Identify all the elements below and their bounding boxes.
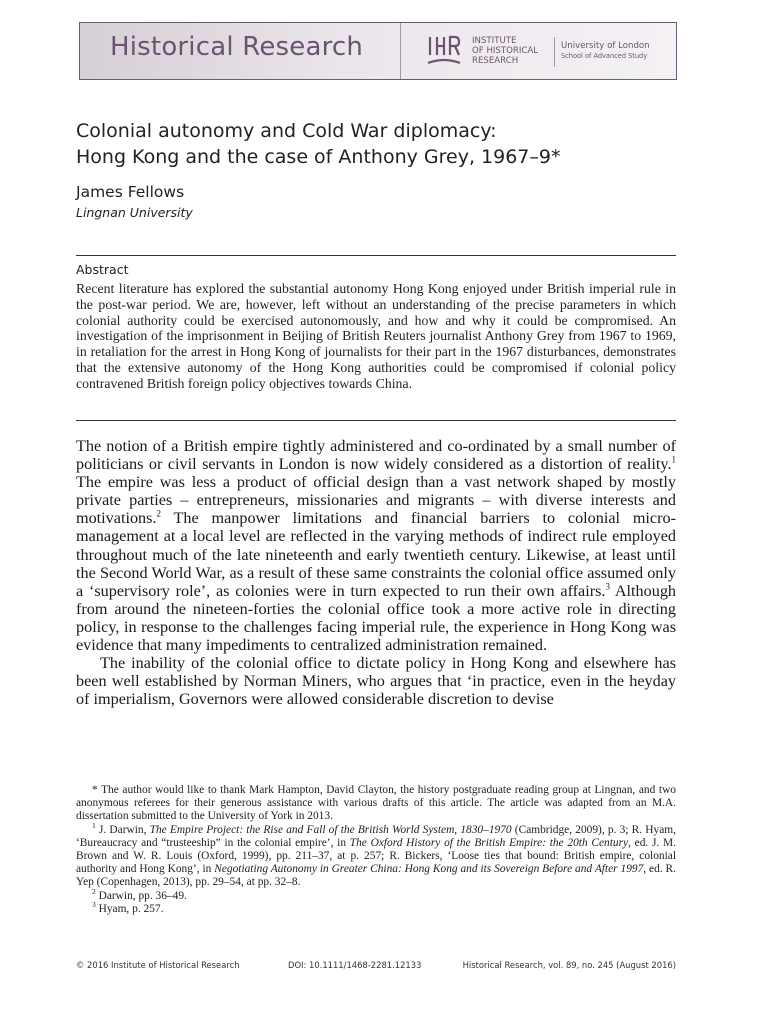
- footnote-2: [76, 886, 676, 903]
- footnote-text: , ed. J. M. Brown and W. R. Louis (Oxford, 1999), pp. 211–37, at p. 257; R. Bickers, ‘Loose ties that bound: British empire, colonial authority and Hong Kong’, in: [76, 836, 676, 876]
- footnote-text: Hyam, p. 257.: [95, 902, 164, 915]
- footnotes: [76, 784, 676, 916]
- body-text: Although from around the nineteen-forties the colonial office took a more active role in directing policy, in response to the challenges facing imperial rule, the experience in Hong Kong was evidence that many impediments to centralized administration remained.: [76, 581, 677, 655]
- university-divider: [554, 37, 555, 67]
- footnote-title: Negotiating Autonomy in Greater China: Hong Kong and its Sovereign Before and After 1997: [214, 863, 644, 876]
- footnote-text: , ed. R. Yep (Copenhagen, 2013), pp. 29–54, at pp. 32–8.: [76, 863, 676, 889]
- body-paragraph-2: The inability of the colonial office to dictate policy in Hong Kong and elsewhere has been well established by Norman Miners, who argues that ‘in practice, even in the heyday of imperialism, Governors were allowed considerable discretion to devise: [76, 654, 676, 709]
- body-text: The empire was less a product of official design than a vast network shaped by mostly private parties – entrepreneurs, missionaries and migrants – with diverse interests and motivations.: [76, 473, 676, 528]
- university-name: [561, 41, 677, 61]
- article-title-line-2: Hong Kong and the case of Anthony Grey, 1967–9*: [76, 146, 561, 168]
- body-text: The notion of a British empire tightly administered and co-ordinated by a small number of politicians or civil servants in London is now widely considered as a distortion of reality.: [76, 437, 676, 474]
- abstract-heading: Abstract: [76, 262, 129, 277]
- journal-banner: [79, 22, 677, 80]
- banner-divider: [400, 23, 401, 79]
- university-line-2: School of Advanced Study: [561, 52, 648, 60]
- article-title-line-1: Colonial autonomy and Cold War diplomacy:: [76, 120, 497, 142]
- footer-citation: Historical Research, vol. 89, no. 245 (August 2016): [462, 960, 676, 970]
- footnote-text: (Cambridge, 2009), p. 3; R. Hyam, ‘Bureaucracy and “trusteeship” in the colonial empire’, in: [76, 823, 676, 849]
- footnote-1: [76, 820, 676, 890]
- footnote-ref[interactable]: 1: [671, 454, 676, 465]
- institute-name: [472, 36, 552, 66]
- abstract-text: Recent literature has explored the substantial autonomy Hong Kong enjoyed under British imperial rule in the post-war period. We are, however, left without an understanding of the precise parameters in which colonial authority could be exercised autonomously, and how and why it could be compromised. An investigation of the imprisonment in Beijing of British Reuters journalist Anthony Grey from 1967 to 1969, in retaliation for the arrest in Hong Kong of journalists for their part in the 1967 disturbances, demonstrates that the extensive autonomy of the Hong Kong authorities could be compromised if colonial policy contravened British foreign policy objectives towards China.: [76, 281, 676, 391]
- footer-doi[interactable]: DOI: 10.1111/1468-2281.12133: [288, 960, 422, 970]
- ihr-logo-icon: [426, 33, 462, 69]
- institute-line-2: OF HISTORICAL: [472, 46, 539, 56]
- abstract-top-rule: [76, 255, 676, 256]
- body-paragraph-1: [76, 437, 676, 654]
- footnote-text: J. Darwin,: [95, 823, 150, 836]
- footnote-title: The Empire Project: the Rise and Fall of the British World System, 1830–1970: [149, 823, 512, 836]
- university-line-1: University of London: [561, 41, 650, 51]
- author-affiliation: Lingnan University: [76, 205, 193, 220]
- footnote-number: 2: [92, 886, 96, 896]
- institute-line-1: INSTITUTE: [472, 36, 517, 46]
- footnote-ref[interactable]: 3: [605, 581, 610, 592]
- page-footer: [76, 960, 676, 974]
- footnote-number: 3: [92, 900, 96, 910]
- author-name: James Fellows: [76, 183, 185, 201]
- body-text: The manpower limitations and financial barriers to colonial micro-management at a local level are reflected in the varying methods of indirect rule employed throughout much of the late nineteenth and early twentieth century. Likewise, at least until the Second World War, as a result of these same constraints the colonial office assumed only a ‘supervisory role’, as colonies were in turn expected to run their own affairs.: [76, 509, 676, 600]
- institute-line-3: RESEARCH: [472, 56, 519, 66]
- footnote-3: [76, 900, 676, 916]
- abstract-bottom-rule: [76, 420, 676, 421]
- footnote-star: * The author would like to thank Mark Hampton, David Clayton, the history postgraduate reading group at Lingnan, and two anonymous referees for their generous assistance with various drafts of this article. The article was adapted from an M.A. dissertation submitted to the University of York in 2013.: [76, 784, 676, 823]
- footnote-ref[interactable]: 2: [156, 508, 161, 519]
- article-body: [76, 437, 676, 708]
- footnote-title: The Oxford History of the British Empire: the 20th Century: [349, 836, 629, 849]
- footnote-number: 1: [92, 820, 96, 830]
- footnote-text: Darwin, pp. 36–49.: [95, 889, 187, 902]
- journal-name: Historical Research: [110, 32, 364, 62]
- footer-copyright: © 2016 Institute of Historical Research: [76, 960, 240, 970]
- article-title: [76, 118, 696, 170]
